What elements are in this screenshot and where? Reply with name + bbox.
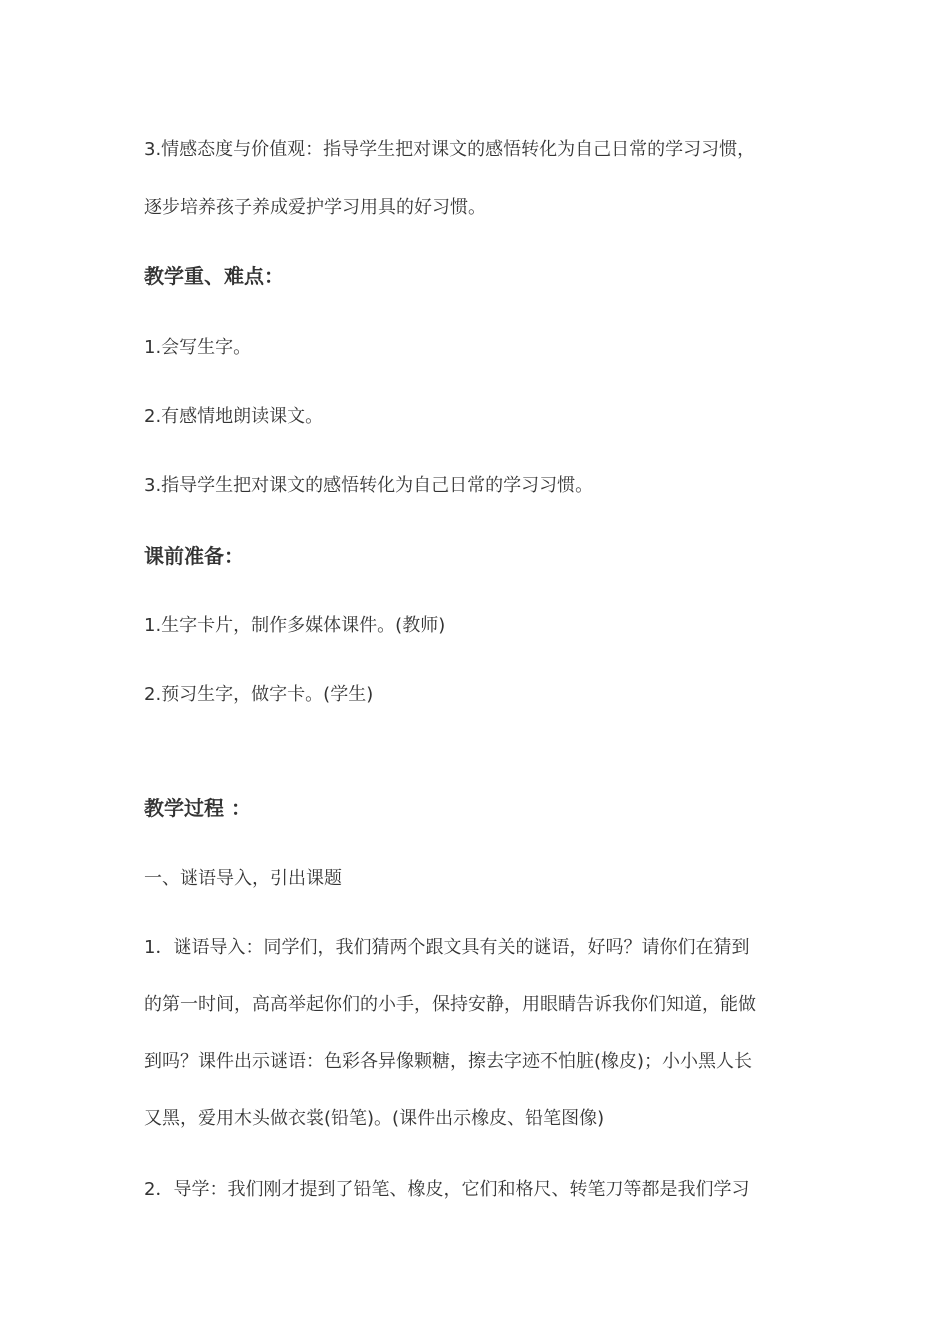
preparation-item-2: 2.预习生字，做字卡。(学生) xyxy=(144,684,374,705)
process-heading: 教学过程 ： xyxy=(144,796,251,820)
process-part1-title: 一、谜语导入，引出课题 xyxy=(144,868,342,889)
goal3-line-1: 3.情感态度与价值观：指导学生把对课文的感悟转化为自己日常的学习习惯， xyxy=(144,139,756,160)
step2-line-1: 2．导学：我们刚才提到了铅笔、橡皮，它们和格尺、转笔刀等都是我们学习 xyxy=(144,1179,750,1200)
key-point-item-3: 3.指导学生把对课文的感悟转化为自己日常的学习习惯。 xyxy=(144,475,594,496)
key-point-item-1: 1.会写生字。 xyxy=(144,337,252,358)
key-point-item-2: 2.有感情地朗读课文。 xyxy=(144,406,324,427)
preparation-heading: 课前准备： xyxy=(144,544,244,568)
step1-line-1: 1．谜语导入：同学们，我们猜两个跟文具有关的谜语，好吗？请你们在猜到 xyxy=(144,937,750,958)
step1-line-3: 到吗？课件出示谜语：色彩各异像颗糖，擦去字迹不怕脏(橡皮)；小小黑人长 xyxy=(144,1051,753,1072)
goal3-line-2: 逐步培养孩子养成爱护学习用具的好习惯。 xyxy=(144,197,486,218)
step1-line-4: 又黑，爱用木头做衣裳(铅笔)。(课件出示橡皮、铅笔图像) xyxy=(144,1108,605,1129)
step1-line-2: 的第一时间，高高举起你们的小手，保持安静，用眼睛告诉我你们知道，能做 xyxy=(144,994,756,1015)
key-points-heading: 教学重、难点： xyxy=(144,264,284,288)
preparation-item-1: 1.生字卡片，制作多媒体课件。(教师) xyxy=(144,615,446,636)
